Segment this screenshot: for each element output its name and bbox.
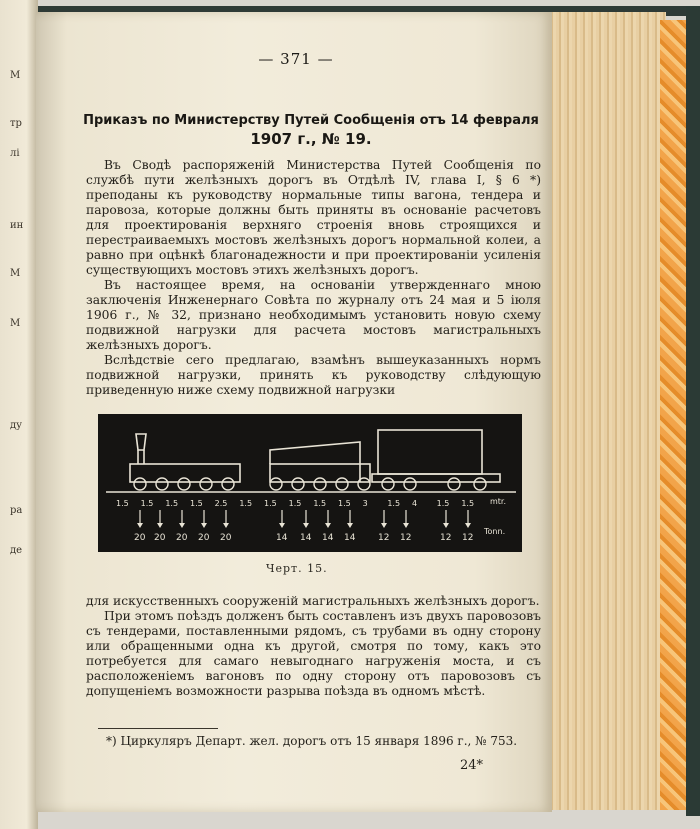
load-scheme-diagram — [98, 414, 522, 552]
spacing-label: 1.5 — [436, 499, 450, 508]
margin-fragment: лі — [10, 148, 20, 159]
axle-load-label: 20 — [134, 533, 146, 543]
spacing-label: 1.5 — [140, 499, 154, 508]
load-arrowhead — [179, 523, 185, 528]
paragraph: Вслѣдствіе сего предлагаю, взамѣнъ вышеуказанныхъ нормъ подвижной нагрузки, принять къ руководству слѣдующую приведенную ниже схему подвижной нагрузки — [86, 353, 541, 397]
spacing-label: 3 — [362, 499, 368, 508]
paragraph: для искусственныхъ сооруженій магистральныхъ желѣзныхъ дорогъ. — [86, 594, 540, 608]
margin-fragment: М — [10, 318, 21, 329]
axle-load-label: 14 — [322, 533, 334, 543]
wheel — [134, 478, 146, 490]
axle-load-label: 14 — [300, 533, 312, 543]
load-arrowhead — [443, 523, 449, 528]
spacing-label: 1.5 — [264, 499, 277, 508]
load-arrowhead — [223, 523, 229, 528]
axle-load-label: 12 — [378, 533, 390, 543]
page — [36, 12, 552, 812]
spacing-label: 1.5 — [288, 499, 302, 508]
margin-fragment: ра — [10, 505, 23, 516]
body-text-top — [86, 158, 541, 398]
paragraph: При этомъ поѣздъ долженъ быть составленъ изъ двухъ паровозовъ съ тендерами, поставленными рядомъ, съ трубами въ одну сторону или обращенными одна къ другой, смотря по тому, какъ это потребуется для самаго невыгоднаго нагруженія моста, и съ расположеніемъ вагоновъ по одну сторону отъ паровозовъ съ допущеніемъ возможности разрыва поѣзда въ одномъ мѣстѣ. — [86, 609, 541, 698]
footnote-rule — [98, 728, 218, 729]
wheel — [156, 478, 168, 490]
margin-fragment: ин — [10, 220, 24, 231]
load-unit-label: Tonn. — [484, 527, 506, 536]
load-arrowhead — [303, 523, 309, 528]
axle-load-label: 14 — [276, 533, 288, 543]
load-arrowhead — [201, 523, 207, 528]
margin-fragment: М — [10, 268, 21, 279]
axle-load-label: 12 — [440, 533, 452, 543]
signature-mark: 24* — [460, 758, 484, 773]
title-line-1: Приказъ по Министерству Путей Сообщенія отъ 14 февраля — [83, 113, 539, 128]
wheel — [314, 478, 326, 490]
spacing-label: 1.5 — [239, 499, 253, 508]
wheel — [292, 478, 304, 490]
wheel — [448, 478, 460, 490]
load-arrowhead — [137, 523, 143, 528]
load-arrowhead — [279, 523, 285, 528]
load-arrowhead — [347, 523, 353, 528]
page-number: — 371 — — [258, 50, 334, 68]
axle-load-label: 12 — [462, 533, 474, 543]
load-arrowhead — [465, 523, 471, 528]
wheel — [382, 478, 394, 490]
axle-load-label: 20 — [154, 533, 166, 543]
footnote: *) Циркуляръ Департ. жел. дорогъ отъ 15 января 1896 г., № 753. — [106, 734, 518, 748]
axle-load-label: 12 — [400, 533, 412, 543]
axle-load-label: 20 — [198, 533, 210, 543]
wheel — [178, 478, 190, 490]
page-stack-edge — [548, 12, 666, 810]
wagon-outline — [372, 430, 500, 482]
load-scheme-figure — [98, 414, 522, 552]
spacing-label: 1.5 — [116, 499, 129, 508]
figure-caption: Черт. 15. — [266, 562, 328, 575]
margin-fragment: М — [10, 70, 21, 81]
spacing-label: 1.5 — [190, 499, 203, 508]
margin-fragment: тр — [10, 118, 22, 129]
axle-load-label: 14 — [344, 533, 356, 543]
spacing-label: 2.5 — [214, 499, 228, 508]
axle-load-label: 20 — [176, 533, 188, 543]
wheel — [336, 478, 348, 490]
margin-fragment: де — [10, 545, 23, 556]
margin-fragment: ду — [10, 420, 23, 431]
spacing-label: 1.5 — [338, 499, 351, 508]
load-arrowhead — [157, 523, 163, 528]
locomotive-outline — [130, 434, 240, 482]
spacing-label: 4 — [412, 499, 418, 508]
wheel — [222, 478, 234, 490]
spacing-label: 1.5 — [461, 499, 475, 508]
wheel — [270, 478, 282, 490]
wheel — [358, 478, 370, 490]
wheel — [474, 478, 486, 490]
spacing-unit-label: mtr. — [490, 497, 507, 506]
spacing-label: 1.5 — [387, 499, 401, 508]
order-title — [76, 112, 546, 148]
wheel — [404, 478, 416, 490]
load-arrowhead — [403, 523, 409, 528]
book-cover-right — [686, 6, 700, 816]
load-arrowhead — [325, 523, 331, 528]
wheel — [200, 478, 212, 490]
tender-outline — [270, 442, 370, 482]
title-line-2: 1907 г., № 19. — [250, 130, 372, 148]
spacing-label: 1.5 — [313, 499, 327, 508]
left-page-edge — [0, 0, 38, 829]
paragraph: Въ настоящее время, на основаніи утвержденнаго мною заключенія Инженернаго Совѣта по журналу отъ 24 мая и 5 іюля 1906 г., № 32, признано необходимымъ установить новую схему подвижной нагрузки для расчета мостовъ магистральныхъ желѣзныхъ дорогъ. — [86, 278, 541, 352]
load-arrowhead — [381, 523, 387, 528]
paragraph: Въ Сводѣ распоряженій Министерства Путей Сообщенія по службѣ пути желѣзныхъ дорогъ въ Отдѣлѣ IV, глава I, § 6 *) преподаны къ руководству нормальные типы вагона, тендера и паровоза, которые должны быть приняты въ основаніе расчетовъ для проектированія верхняго строенія вновь строящихся и перестраиваемыхъ мостовъ желѣзныхъ дорогъ нормальной колеи, а равно при оцѣнкѣ благонадежности и при проектированіи усиленія существующихъ мостовъ этихъ желѣзныхъ дорогъ. — [86, 158, 541, 277]
spacing-label: 1.5 — [165, 499, 179, 508]
body-text-bottom — [86, 594, 541, 699]
axle-load-label: 20 — [220, 533, 232, 543]
